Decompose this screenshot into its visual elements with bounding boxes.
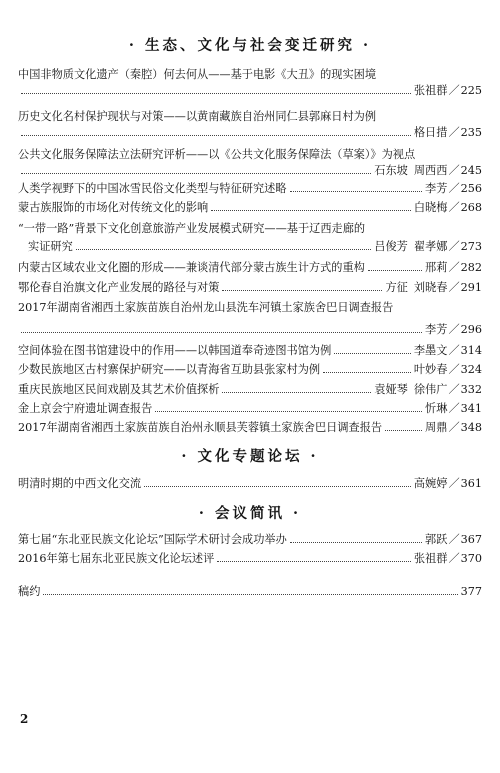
entry-page: 377: [460, 585, 482, 598]
entry-page: 332: [460, 383, 482, 396]
toc-entry[interactable]: “一带一路”背景下文化创意旅游产业发展模式研究——基于辽西走廊的 实证研究 吕俊芳 翟孝娜 ／ 273: [18, 222, 482, 253]
entry-page: 314: [460, 344, 482, 357]
leader-dots: [323, 372, 411, 373]
toc-entry[interactable]: 公共文化服务保障法立法研究评析——以《公共文化服务保障法（草案）》为视点 石东坡 周西西 ／ 245: [18, 148, 482, 177]
section-heading-ecology-culture: · 生态、文化与社会变迁研究 ·: [128, 37, 372, 54]
entry-coauthor: 吕俊芳: [374, 240, 408, 253]
toc-entry-submission[interactable]: [18, 584, 482, 600]
page-number: 2: [20, 712, 29, 726]
entry-title: 2017年湖南省湘西土家族苗族自治州龙山县洗车河镇土家族舍巴日调查报告: [18, 301, 394, 314]
entry-author: 白晓梅: [413, 201, 448, 214]
entry-page: 341: [460, 402, 482, 415]
toc-entry[interactable]: 中国非物质文化遗产（秦腔）何去何从——基于电影《大丑》的现实困境 张祖群 ／ 225: [18, 68, 482, 97]
entry-title: 第七届“东北亚民族文化论坛”国际学术研讨会成功举办: [18, 533, 287, 546]
entry-author: 徐伟广: [413, 383, 448, 396]
entry-author: 张祖群: [413, 84, 448, 97]
entry-coauthor: 石东坡: [374, 164, 408, 177]
entry-page: 324: [460, 363, 482, 376]
entry-author: 李芳: [425, 182, 448, 195]
entry-title: 中国非物质文化遗产（秦腔）何去何从——基于电影《大丑》的现实困境: [18, 68, 377, 81]
section-heading-cultural-forum: · 文化专题论坛 ·: [181, 448, 319, 465]
toc-entry[interactable]: 少数民族地区古村寨保护研究——以青海省互助县张家村为例 叶妙春 ／ 324: [18, 363, 482, 376]
entry-page: 361: [460, 477, 482, 490]
entry-title: 空间体验在图书馆建设中的作用——以韩国道奉奇迹图书馆为例: [18, 344, 332, 357]
entry-title: 内蒙古区域农业文化圈的形成——兼谈清代部分蒙古族生计方式的重构: [18, 261, 365, 274]
entry-title: 公共文化服务保障法立法研究评析——以《公共文化服务保障法（草案）》为视点: [18, 148, 416, 161]
entry-title: 金上京会宁府遗址调查报告: [18, 402, 153, 415]
leader-dots: [217, 561, 411, 562]
leader-dots: [222, 290, 382, 291]
entry-title: 重庆民族地区民间戏剧及其艺术价值探析: [18, 383, 220, 396]
entry-page: 256: [460, 182, 482, 195]
entry-page: 296: [460, 323, 482, 336]
entry-title: 稿约: [18, 585, 41, 598]
entry-author: 邢莉: [425, 261, 448, 274]
leader-dots: [222, 392, 371, 393]
section-heading-conference-news: · 会议简讯 ·: [198, 505, 302, 522]
entry-page: 370: [460, 552, 482, 565]
leader-dots: [385, 430, 422, 431]
entry-page: 367: [460, 533, 482, 546]
entry-title: 明清时期的中西文化交流: [18, 477, 142, 490]
entry-page: 291: [460, 281, 482, 294]
toc-entry[interactable]: 重庆民族地区民间戏剧及其艺术价值探析 袁娅琴 徐伟广 ／ 332: [18, 383, 482, 396]
toc-entry[interactable]: 蒙古族服饰的市场化对传统文化的影响 白晓梅 ／ 268: [18, 201, 482, 214]
leader-dots: [211, 210, 411, 211]
entry-author: 张祖群: [413, 552, 448, 565]
entry-page: 268: [460, 201, 482, 214]
entry-author: 周鼎: [425, 421, 448, 434]
entry-page: 225: [460, 84, 482, 97]
entry-title: 2016年第七届东北亚民族文化论坛述评: [18, 552, 215, 565]
entry-page: 348: [460, 421, 482, 434]
entry-author: 忻琳: [425, 402, 448, 415]
entry-title: “一带一路”背景下文化创意旅游产业发展模式研究——基于辽西走廊的: [18, 222, 366, 235]
toc-entry[interactable]: 明清时期的中西文化交流 高婉婷 ／ 361: [18, 477, 482, 490]
leader-dots: [21, 332, 422, 333]
leader-dots: [290, 191, 423, 192]
entry-author: 郭跃: [425, 533, 448, 546]
entry-author: 翟孝娜: [413, 240, 448, 253]
entry-page: 235: [460, 126, 482, 139]
entry-title: 鄂伦春自治旗文化产业发展的路径与对策: [18, 281, 220, 294]
entry-page: 282: [460, 261, 482, 274]
entry-author: 李墨文: [413, 344, 448, 357]
entry-title: 人类学视野下的中国冰雪民俗文化类型与特征研究述略: [18, 182, 287, 195]
leader-dots: [334, 353, 411, 354]
entry-title: 蒙古族服饰的市场化对传统文化的影响: [18, 201, 209, 214]
leader-dots: [144, 486, 411, 487]
entry-author: 李芳: [425, 323, 448, 336]
leader-dots: [76, 249, 372, 250]
toc-entry[interactable]: 2017年湖南省湘西土家族苗族自治州龙山县洗车河镇土家族舍巴日调查报告 李芳 ／ 296: [18, 301, 482, 336]
entry-title: 2017年湖南省湘西土家族苗族自治州永顺县芙蓉镇土家族舍巴日调查报告: [18, 421, 383, 434]
toc-entry[interactable]: 空间体验在图书馆建设中的作用——以韩国道奉奇迹图书馆为例 李墨文 ／ 314: [18, 344, 482, 357]
leader-dots: [21, 173, 371, 174]
entry-page: 245: [460, 164, 482, 177]
toc-entry[interactable]: 内蒙古区域农业文化圈的形成——兼谈清代部分蒙古族生计方式的重构 邢莉 ／ 282: [18, 261, 482, 274]
entry-author: 格日措: [413, 126, 448, 139]
toc-entry[interactable]: 第七届“东北亚民族文化论坛”国际学术研讨会成功举办 郭跃 ／ 367: [18, 533, 482, 546]
entry-title: 历史文化名村保护现状与对策——以黄南藏族自治州同仁县郭麻日村为例: [18, 110, 377, 123]
entry-author: 叶妙春: [413, 363, 448, 376]
entry-author: 周西西: [413, 164, 448, 177]
toc-entry[interactable]: 历史文化名村保护现状与对策——以黄南藏族自治州同仁县郭麻日村为例 格日措 ／ 235: [18, 110, 482, 139]
leader-dots: [21, 93, 411, 94]
leader-dots: [290, 542, 422, 543]
toc-entry[interactable]: 鄂伦春自治旗文化产业发展的路径与对策 方征 刘晓春 ／ 291: [18, 281, 482, 294]
toc-entry[interactable]: 2017年湖南省湘西土家族苗族自治州永顺县芙蓉镇土家族舍巴日调查报告 周鼎 ／ 348: [18, 421, 482, 434]
entry-coauthor: 方征: [385, 281, 408, 294]
leader-dots: [21, 135, 411, 136]
toc-entry[interactable]: 金上京会宁府遗址调查报告 忻琳 ／ 341: [18, 402, 482, 415]
entry-author: 刘晓春: [413, 281, 448, 294]
entry-coauthor: 袁娅琴: [374, 383, 408, 396]
entry-author: 高婉婷: [413, 477, 448, 490]
leader-dots: [155, 411, 422, 412]
toc-entry[interactable]: 2016年第七届东北亚民族文化论坛述评 张祖群 ／ 370: [18, 552, 482, 565]
leader-dots: [43, 594, 457, 595]
leader-dots: [368, 270, 422, 271]
entry-page: 273: [460, 240, 482, 253]
entry-title: 少数民族地区古村寨保护研究——以青海省互助县张家村为例: [18, 363, 321, 376]
entry-title-continued: 实证研究: [28, 240, 73, 253]
toc-entry[interactable]: 人类学视野下的中国冰雪民俗文化类型与特征研究述略 李芳 ／ 256: [18, 182, 482, 195]
